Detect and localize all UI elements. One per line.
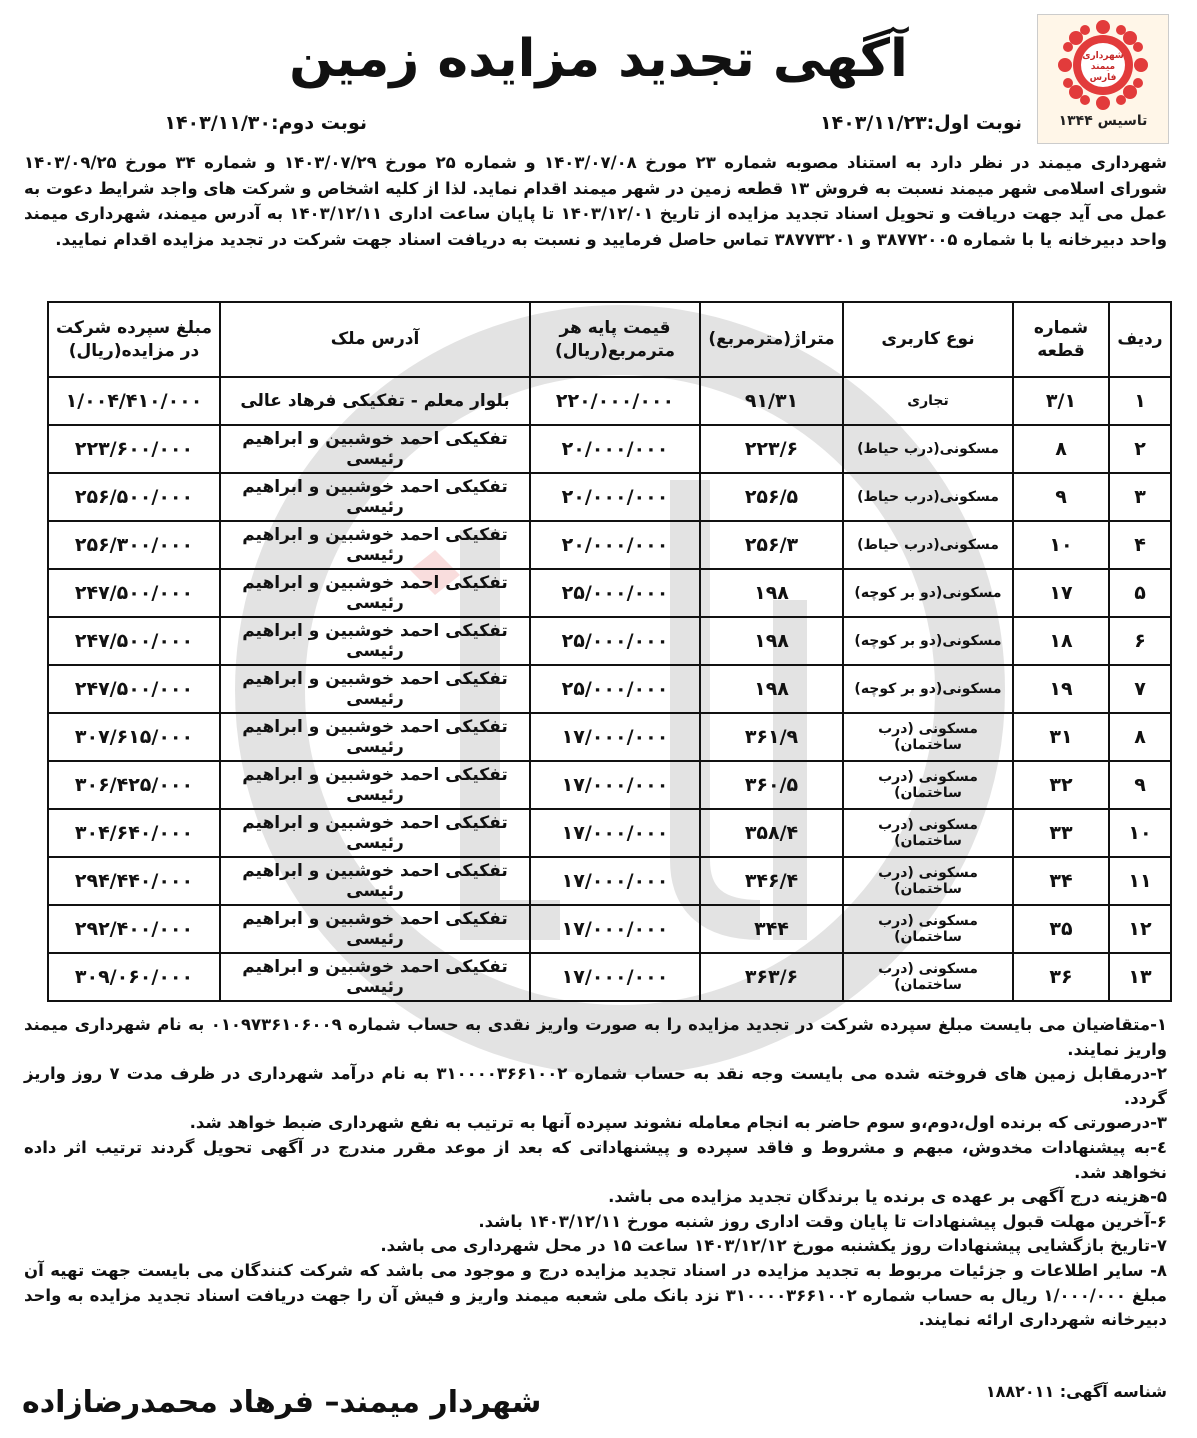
table-row [48, 521, 1171, 569]
term-item: ۷-تاریخ بازگشایی پیشنهادات روز یکشنبه مورخ ۱۴۰۳/۱۲/۱۲ ساعت ۱۵ در محل شهرداری می باشد. [380, 1236, 1167, 1256]
cell-deposit: ۱/۰۰۴/۴۱۰/۰۰۰ [48, 377, 220, 425]
header-area: متراژ(مترمربع) [700, 302, 843, 377]
term-item: ۳-درصورتی که برنده اول،دوم،و سوم حاضر به انجام معامله نشوند سپرده آنها به ترتیب به نفع شهرداری ضبط خواهد شد. [189, 1113, 1167, 1133]
cell-base-price: ۱۷/۰۰۰/۰۰۰ [530, 953, 700, 1001]
page-title: آگهی تجدید مزایده زمین [289, 29, 908, 89]
cell-usage: مسکونی(دو بر کوچه) [843, 569, 1013, 617]
cell-usage: مسکونی (درب ساختمان) [843, 809, 1013, 857]
cell-area: ۲۲۳/۶ [700, 425, 843, 473]
ad-id: شناسه آگهی: ۱۸۸۲۰۱۱ [985, 1382, 1167, 1401]
cell-usage: مسکونی(درب حیاط) [843, 425, 1013, 473]
cell-row-number: ۳ [1109, 473, 1171, 521]
cell-area: ۲۵۶/۳ [700, 521, 843, 569]
cell-area: ۱۹۸ [700, 665, 843, 713]
cell-deposit: ۳۰۴/۶۴۰/۰۰۰ [48, 809, 220, 857]
cell-row-number: ۸ [1109, 713, 1171, 761]
cell-usage: مسکونی(دو بر کوچه) [843, 665, 1013, 713]
cell-address: تفکیکی احمد خوشبین و ابراهیم رئیسی [220, 425, 530, 473]
cell-base-price: ۱۷/۰۰۰/۰۰۰ [530, 713, 700, 761]
cell-deposit: ۲۵۶/۵۰۰/۰۰۰ [48, 473, 220, 521]
cell-deposit: ۳۰۶/۴۲۵/۰۰۰ [48, 761, 220, 809]
term-item: ۵-هزینه درج آگهی بر عهده ی برنده یا برندگان تجدید مزایده می باشد. [608, 1187, 1167, 1207]
cell-lot-number: ۱۹ [1013, 665, 1109, 713]
cell-deposit: ۳۰۹/۰۶۰/۰۰۰ [48, 953, 220, 1001]
signature: شهردار میمند– فرهاد محمدرضازاده [22, 1385, 542, 1420]
cell-base-price: ۱۷/۰۰۰/۰۰۰ [530, 857, 700, 905]
header-base-price: قیمت پایه هر مترمربع(ریال) [530, 302, 700, 377]
cell-base-price: ۱۷/۰۰۰/۰۰۰ [530, 809, 700, 857]
cell-address: تفکیکی احمد خوشبین و ابراهیم رئیسی [220, 953, 530, 1001]
cell-lot-number: ۳۳ [1013, 809, 1109, 857]
cell-address: تفکیکی احمد خوشبین و ابراهیم رئیسی [220, 473, 530, 521]
cell-base-price: ۲۵/۰۰۰/۰۰۰ [530, 617, 700, 665]
header-deposit: مبلغ سپرده شرکت در مزایده(ریال) [48, 302, 220, 377]
cell-address: تفکیکی احمد خوشبین و ابراهیم رئیسی [220, 905, 530, 953]
cell-lot-number: ۸ [1013, 425, 1109, 473]
table-row [48, 665, 1171, 713]
cell-usage: مسکونی (درب ساختمان) [843, 953, 1013, 1001]
cell-base-price: ۲۰/۰۰۰/۰۰۰ [530, 473, 700, 521]
logo-org-line2: میمند [1090, 62, 1116, 72]
cell-base-price: ۲۵/۰۰۰/۰۰۰ [530, 569, 700, 617]
cell-area: ۳۶۳/۶ [700, 953, 843, 1001]
cell-address: تفکیکی احمد خوشبین و ابراهیم رئیسی [220, 665, 530, 713]
turn-second-date: نوبت دوم:۱۴۰۳/۱۱/۳۰ [164, 112, 367, 134]
logo-founded: تاسیس ۱۳۴۴ [1058, 113, 1148, 129]
cell-address: تفکیکی احمد خوشبین و ابراهیم رئیسی [220, 761, 530, 809]
header-address: آدرس ملک [220, 302, 530, 377]
cell-address: تفکیکی احمد خوشبین و ابراهیم رئیسی [220, 857, 530, 905]
cell-row-number: ۱۳ [1109, 953, 1171, 1001]
cell-area: ۳۶۱/۹ [700, 713, 843, 761]
cell-row-number: ۶ [1109, 617, 1171, 665]
table-row [48, 953, 1171, 1001]
cell-base-price: ۱۷/۰۰۰/۰۰۰ [530, 905, 700, 953]
term-item: ۸- سایر اطلاعات و جزئیات مربوط به تجدید مزایده در اسناد تجدید مزایده درج و موجود می باشد که شرکت کنندگان می بایست جهت تهیه آن مبلغ ۱/۰۰۰/۰۰۰ ریال به حساب شماره ۳۱۰۰۰۰۳۶۶۱۰۰۲ نزد بانک ملی شعبه میمند واریز و فیش آن را جهت دریافت اسناد تجدید مزایده به واحد دبیرخانه شهرداری ارائه نمایند. [24, 1260, 1168, 1330]
cell-lot-number: ۱۸ [1013, 617, 1109, 665]
cell-area: ۹۱/۳۱ [700, 377, 843, 425]
table-body [48, 377, 1171, 1001]
term-item: ٤-به پیشنهادات مخدوش، مبهم و مشروط و فاقد سپرده و پیشنهاداتی که بعد از موعد مقرر مندرج در آگهی تحویل گردند ترتیب اثر داده نخواهد شد. [24, 1137, 1167, 1182]
cell-row-number: ۱ [1109, 377, 1171, 425]
table-row [48, 377, 1171, 425]
term-item: ۱-متقاضیان می بایست مبلغ سپرده شرکت در تجدید مزایده را به صورت واریز نقدی به حساب شماره ۰۱۰۹۷۳۶۱۰۶۰۰۹ به نام شهرداری میمند واریز نمایند. [24, 1015, 1167, 1059]
cell-area: ۱۹۸ [700, 617, 843, 665]
cell-lot-number: ۳/۱ [1013, 377, 1109, 425]
cell-base-price: ۱۷/۰۰۰/۰۰۰ [530, 761, 700, 809]
cell-row-number: ۱۰ [1109, 809, 1171, 857]
cell-deposit: ۲۲۳/۶۰۰/۰۰۰ [48, 425, 220, 473]
municipality-logo [1037, 14, 1169, 144]
table-row [48, 761, 1171, 809]
cell-area: ۳۶۰/۵ [700, 761, 843, 809]
cell-area: ۳۴۴ [700, 905, 843, 953]
header-lot-number: شماره قطعه [1013, 302, 1109, 377]
cell-base-price: ۲۵/۰۰۰/۰۰۰ [530, 665, 700, 713]
cell-lot-number: ۳۶ [1013, 953, 1109, 1001]
cell-usage: مسکونی(دو بر کوچه) [843, 617, 1013, 665]
cell-row-number: ۷ [1109, 665, 1171, 713]
cell-area: ۳۵۸/۴ [700, 809, 843, 857]
cell-row-number: ۴ [1109, 521, 1171, 569]
cell-base-price: ۲۰/۰۰۰/۰۰۰ [530, 425, 700, 473]
table-header-row [48, 302, 1171, 377]
term-item: ۶-آخرین مهلت قبول پیشنهادات تا پایان وقت اداری روز شنبه مورخ ۱۴۰۳/۱۲/۱۱ باشد. [478, 1211, 1167, 1231]
header-usage: نوع کاربری [843, 302, 1013, 377]
table-row [48, 473, 1171, 521]
cell-address: تفکیکی احمد خوشبین و ابراهیم رئیسی [220, 521, 530, 569]
sun-emblem-icon [1055, 17, 1151, 113]
table-row [48, 809, 1171, 857]
intro-paragraph: شهرداری میمند در نظر دارد به استناد مصوبه شماره ۲۳ مورخ ۱۴۰۳/۰۷/۰۸ و شماره ۲۵ مورخ ۱۴۰۳/۰۷/۲۹ و شماره ۳۴ مورخ ۱۴۰۳/۰۹/۲۵ شورای اسلامی شهر میمند نسبت به فروش ۱۳ قطعه زمین در شهر میمند اقدام نماید. لذا از کلیه اشخاص و شرکت های واجد شرایط دعوت به عمل می آید جهت دریافت و تحویل اسناد تجدید مزایده از تاریخ ۱۴۰۳/۱۲/۰۱ تا پایان ساعت اداری ۱۴۰۳/۱۲/۱۱ به آدرس میمند، شهرداری میمند واحد دبیرخانه یا با شماره ۳۸۷۷۲۰۰۵ و ۳۸۷۷۳۲۰۱ تماس حاصل فرمایید و نسبت به دریافت اسناد جهت شرکت در تجدید مزایده اقدام نمایید. [24, 153, 1167, 249]
cell-address: بلوار معلم - تفکیکی فرهاد عالی [220, 377, 530, 425]
table-row [48, 425, 1171, 473]
cell-usage: مسکونی(درب حیاط) [843, 473, 1013, 521]
cell-deposit: ۲۵۶/۳۰۰/۰۰۰ [48, 521, 220, 569]
cell-lot-number: ۹ [1013, 473, 1109, 521]
cell-row-number: ۵ [1109, 569, 1171, 617]
table-row [48, 713, 1171, 761]
cell-area: ۳۴۶/۴ [700, 857, 843, 905]
cell-row-number: ۱۲ [1109, 905, 1171, 953]
cell-usage: تجاری [843, 377, 1013, 425]
cell-lot-number: ۳۲ [1013, 761, 1109, 809]
terms-list [24, 1013, 1167, 1333]
table-row [48, 857, 1171, 905]
cell-usage: مسکونی(درب حیاط) [843, 521, 1013, 569]
cell-lot-number: ۱۷ [1013, 569, 1109, 617]
header-row-number: ردیف [1109, 302, 1171, 377]
cell-usage: مسکونی (درب ساختمان) [843, 761, 1013, 809]
cell-deposit: ۲۹۴/۴۴۰/۰۰۰ [48, 857, 220, 905]
cell-usage: مسکونی (درب ساختمان) [843, 713, 1013, 761]
cell-row-number: ۹ [1109, 761, 1171, 809]
cell-lot-number: ۳۵ [1013, 905, 1109, 953]
cell-lot-number: ۳۴ [1013, 857, 1109, 905]
cell-area: ۲۵۶/۵ [700, 473, 843, 521]
cell-deposit: ۲۴۷/۵۰۰/۰۰۰ [48, 617, 220, 665]
cell-usage: مسکونی (درب ساختمان) [843, 905, 1013, 953]
cell-lot-number: ۱۰ [1013, 521, 1109, 569]
cell-deposit: ۳۰۷/۶۱۵/۰۰۰ [48, 713, 220, 761]
table-row [48, 905, 1171, 953]
cell-base-price: ۲۲۰/۰۰۰/۰۰۰ [530, 377, 700, 425]
cell-address: تفکیکی احمد خوشبین و ابراهیم رئیسی [220, 809, 530, 857]
cell-row-number: ۱۱ [1109, 857, 1171, 905]
cell-deposit: ۲۴۷/۵۰۰/۰۰۰ [48, 665, 220, 713]
cell-area: ۱۹۸ [700, 569, 843, 617]
turn-first-date: نوبت اول:۱۴۰۳/۱۱/۲۳ [820, 112, 1022, 134]
cell-deposit: ۲۴۷/۵۰۰/۰۰۰ [48, 569, 220, 617]
logo-org-line3: فارس [1089, 73, 1117, 83]
term-item: ۲-درمقابل زمین های فروخته شده می بایست وجه نقد به حساب شماره ۳۱۰۰۰۰۳۶۶۱۰۰۲ به نام درآمد شهرداری در ظرف مدت ۷ روز واریز گردد. [24, 1064, 1167, 1108]
cell-address: تفکیکی احمد خوشبین و ابراهیم رئیسی [220, 617, 530, 665]
cell-usage: مسکونی (درب ساختمان) [843, 857, 1013, 905]
table-row [48, 569, 1171, 617]
table-row [48, 617, 1171, 665]
logo-org-line1: شهرداری [1082, 51, 1124, 61]
cell-deposit: ۲۹۲/۴۰۰/۰۰۰ [48, 905, 220, 953]
cell-lot-number: ۳۱ [1013, 713, 1109, 761]
cell-row-number: ۲ [1109, 425, 1171, 473]
cell-address: تفکیکی احمد خوشبین و ابراهیم رئیسی [220, 713, 530, 761]
cell-base-price: ۲۰/۰۰۰/۰۰۰ [530, 521, 700, 569]
cell-address: تفکیکی احمد خوشبین و ابراهیم رئیسی [220, 569, 530, 617]
lots-table [47, 301, 1172, 1002]
